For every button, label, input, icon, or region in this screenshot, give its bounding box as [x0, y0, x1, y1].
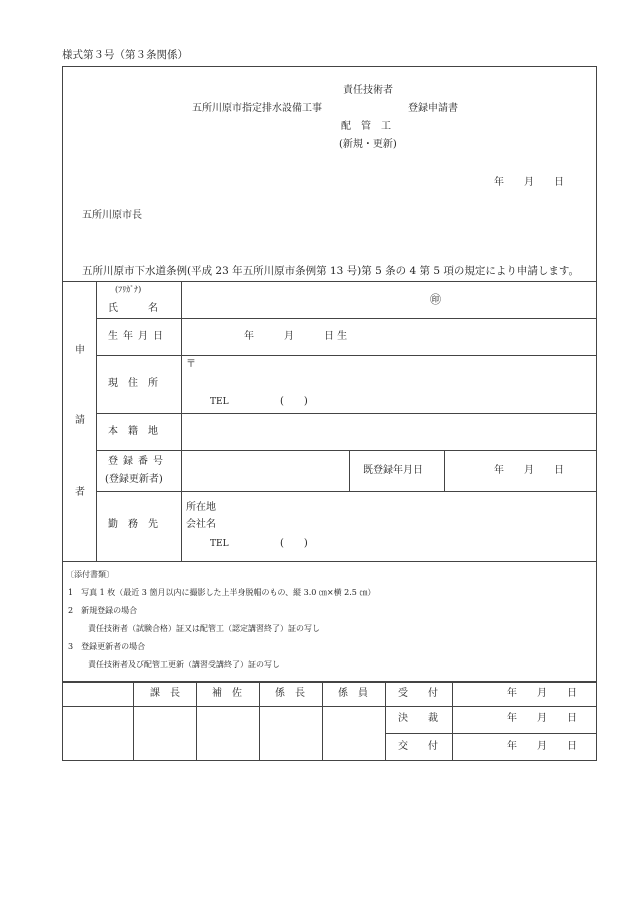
- tel-label: TEL: [210, 397, 229, 407]
- approval-row-1-label: 受 付: [398, 688, 438, 699]
- domicile-label: 本 籍 地: [108, 426, 158, 437]
- work-company: 会社名: [186, 519, 216, 530]
- attachment-item-2: 2 新規登録の場合: [68, 606, 138, 615]
- seal-mark: ㊞: [430, 293, 441, 306]
- title-main: 五所川原市指定排水設備工事: [192, 103, 322, 114]
- approval-col-2: 補 佐: [212, 688, 242, 699]
- title-right: 登録申請書: [408, 103, 458, 114]
- statement: 五所川原市下水道条例(平成 23 年五所川原市条例第 13 号)第 5 条の 4 第 5 項の規定により申請します。: [82, 265, 579, 277]
- title-mid: 配 管 工: [341, 121, 391, 132]
- attachments-heading: 〔添付書類〕: [66, 570, 114, 579]
- side-label-3: 者: [75, 487, 85, 498]
- reg-no-label: 登録番号: [108, 456, 168, 467]
- furigana-label: (ﾌﾘｶﾞﾅ): [115, 285, 142, 294]
- approval-row-2-label: 決 裁: [398, 713, 438, 724]
- approval-row-3-label: 交 付: [398, 741, 438, 752]
- work-tel-paren: ( ): [280, 538, 308, 549]
- prev-reg-label: 既登録年月日: [363, 465, 423, 476]
- attachment-item-2-detail: 責任技術者（試験合格）証又は配管工（認定講習終了）証の写し: [88, 624, 320, 633]
- postal-mark: 〒: [186, 359, 196, 370]
- approval-col-4: 係 員: [338, 688, 368, 699]
- birth-label: 生年月日: [108, 331, 168, 342]
- work-tel-label: TEL: [210, 539, 229, 549]
- side-label-1: 申: [75, 345, 85, 356]
- attachment-item-3-detail: 責任技術者及び配管工更新（講習受講終了）証の写し: [88, 660, 280, 669]
- name-label: 氏 名: [108, 303, 158, 314]
- form-id: 様式第３号（第３条関係）: [62, 49, 188, 61]
- title-sub: (新規・更新): [339, 139, 397, 150]
- attachment-item-1: 1 写真 1 枚（最近 3 箇月以内に撮影した上半身脱帽のもの、縦 3.0 ㎝×横 2.5 ㎝）: [68, 588, 376, 597]
- side-label-2: 請: [75, 415, 85, 426]
- tel-paren: ( ): [280, 396, 308, 407]
- approval-row-1-date: 年 月 日: [507, 688, 577, 699]
- approval-row-2-date: 年 月 日: [507, 713, 577, 724]
- approval-col-3: 係 長: [275, 688, 305, 699]
- work-label: 勤 務 先: [108, 519, 158, 530]
- addressee: 五所川原市長: [82, 210, 142, 221]
- approval-row-3-date: 年 月 日: [507, 741, 577, 752]
- title-top: 責任技術者: [343, 85, 393, 96]
- attachment-item-3: 3 登録更新者の場合: [68, 642, 146, 651]
- work-location: 所在地: [186, 502, 216, 513]
- approval-col-1: 課 長: [150, 688, 180, 699]
- header-date: 年 月 日: [494, 177, 564, 188]
- reg-no-note: (登録更新者): [105, 474, 163, 485]
- address-label: 現 住 所: [108, 378, 158, 389]
- prev-reg-value: 年 月 日: [494, 465, 564, 476]
- birth-value: 年 月 日 生: [244, 331, 348, 342]
